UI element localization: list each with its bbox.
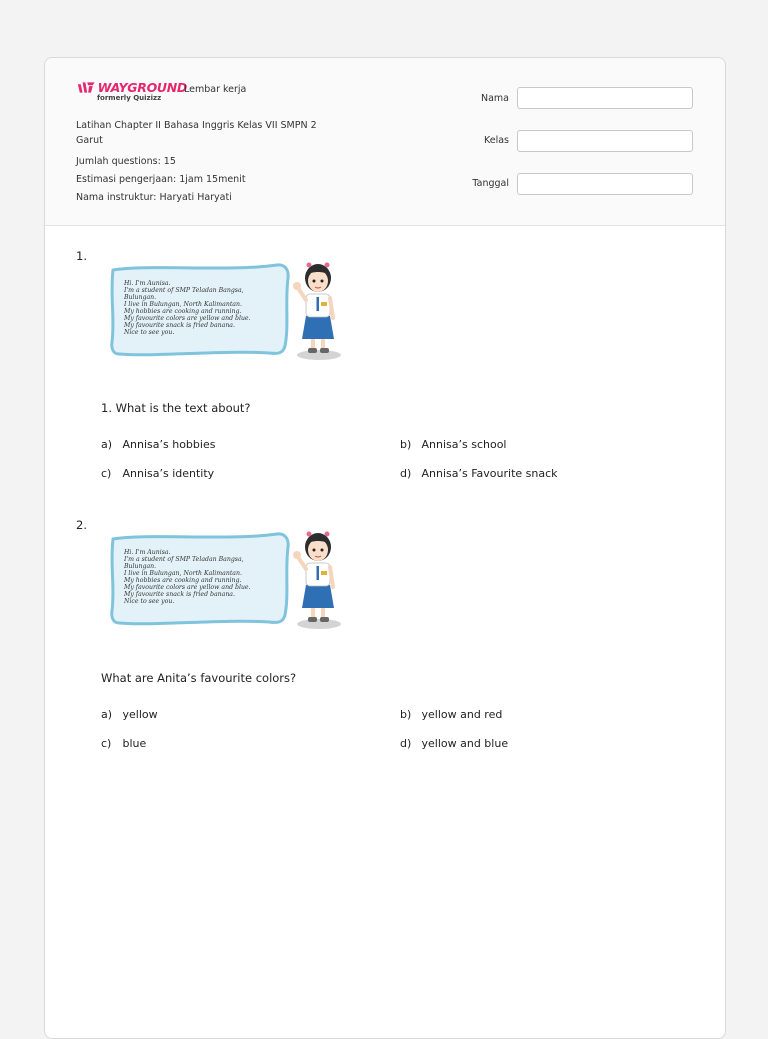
bubble-line-4: I live in Bulungan, North Kalimantan. [124, 570, 242, 577]
document-type: Lembar kerja [184, 84, 247, 95]
bubble-line-6: My favourite colors are yellow and blue. [124, 584, 251, 591]
question-1-text: 1. What is the text about? [101, 401, 251, 415]
option-letter: c) [101, 467, 112, 480]
bubble-line-5: My hobbies are cooking and running. [124, 308, 242, 315]
option-text: yellow [122, 708, 158, 721]
brand-name: WAYGROUND [97, 80, 187, 95]
kelas-label: Kelas [483, 135, 509, 146]
worksheet-title: Latihan Chapter II Bahasa Inggris Kelas VII SMPN 2 Garut [76, 120, 317, 146]
bubble-line-2: I'm a student of SMP Teladan Bangsa, [124, 556, 244, 563]
question-1-option-c[interactable] [101, 467, 214, 480]
option-text: yellow and red [421, 708, 503, 721]
bubble-line-1: Hi. I'm Aunisa. [124, 280, 171, 287]
option-letter: c) [101, 737, 112, 750]
question-1-option-a[interactable] [101, 438, 215, 451]
option-letter: d) [400, 467, 412, 480]
bubble-line-4: I live in Bulungan, North Kalimantan. [124, 301, 242, 308]
option-text: blue [122, 737, 147, 750]
worksheet-header [45, 58, 725, 226]
question-2-illustration [109, 527, 349, 632]
bubble-line-3: Bulungan. [124, 563, 157, 570]
question-2-option-c[interactable] [101, 737, 146, 750]
wayground-mark-icon [77, 81, 96, 95]
bubble-line-1: Hi. I'm Aunisa. [124, 549, 171, 556]
bubble-line-2: I'm a student of SMP Teladan Bangsa, [124, 287, 244, 294]
option-text: Annisa’s hobbies [122, 438, 216, 451]
question-2-option-b[interactable] [400, 708, 502, 721]
bubble-line-8: Nice to see you. [124, 329, 175, 336]
worksheet-page [44, 57, 726, 1039]
bubble-line-7: My favourite snack is fried banana. [124, 591, 235, 598]
option-letter: b) [400, 708, 412, 721]
bubble-line-8: Nice to see you. [124, 598, 175, 605]
bubble-line-5: My hobbies are cooking and running. [124, 577, 242, 584]
option-letter: a) [101, 708, 113, 721]
option-letter: a) [101, 438, 113, 451]
worksheet-info [76, 118, 336, 207]
nama-label: Nama [480, 93, 509, 104]
question-1-option-d[interactable] [400, 467, 558, 480]
instructor-name: Nama instruktur: Haryati Haryati [76, 192, 232, 203]
bubble-line-6: My favourite colors are yellow and blue. [124, 315, 251, 322]
option-text: yellow and blue [421, 737, 509, 750]
question-2-option-d[interactable] [400, 737, 508, 750]
option-letter: b) [400, 438, 412, 451]
estimated-duration: Estimasi pengerjaan: 1jam 15menit [76, 174, 246, 185]
bubble-line-3: Bulungan. [124, 294, 157, 301]
brand-subtitle: formerly Quizizz [97, 94, 162, 102]
tanggal-label: Tanggal [472, 178, 509, 189]
option-letter: d) [400, 737, 412, 750]
kelas-field[interactable] [517, 130, 693, 152]
question-1-option-b[interactable] [400, 438, 507, 451]
question-2-text: What are Anita’s favourite colors? [101, 671, 297, 685]
option-text: Annisa’s school [421, 438, 507, 451]
question-2-number: 2. [76, 518, 87, 532]
bubble-line-7: My favourite snack is fried banana. [124, 322, 235, 329]
question-2-option-a[interactable] [101, 708, 158, 721]
option-text: Annisa’s Favourite snack [421, 467, 558, 480]
question-1-number: 1. [76, 249, 87, 263]
wayground-logo [77, 80, 187, 102]
question-1-illustration [109, 258, 349, 363]
tanggal-field[interactable] [517, 173, 693, 195]
nama-field[interactable] [517, 87, 693, 109]
student-girl-figure [293, 532, 341, 630]
option-text: Annisa’s identity [122, 467, 215, 480]
questions-count: Jumlah questions: 15 [76, 156, 176, 167]
student-girl-figure [293, 263, 341, 361]
